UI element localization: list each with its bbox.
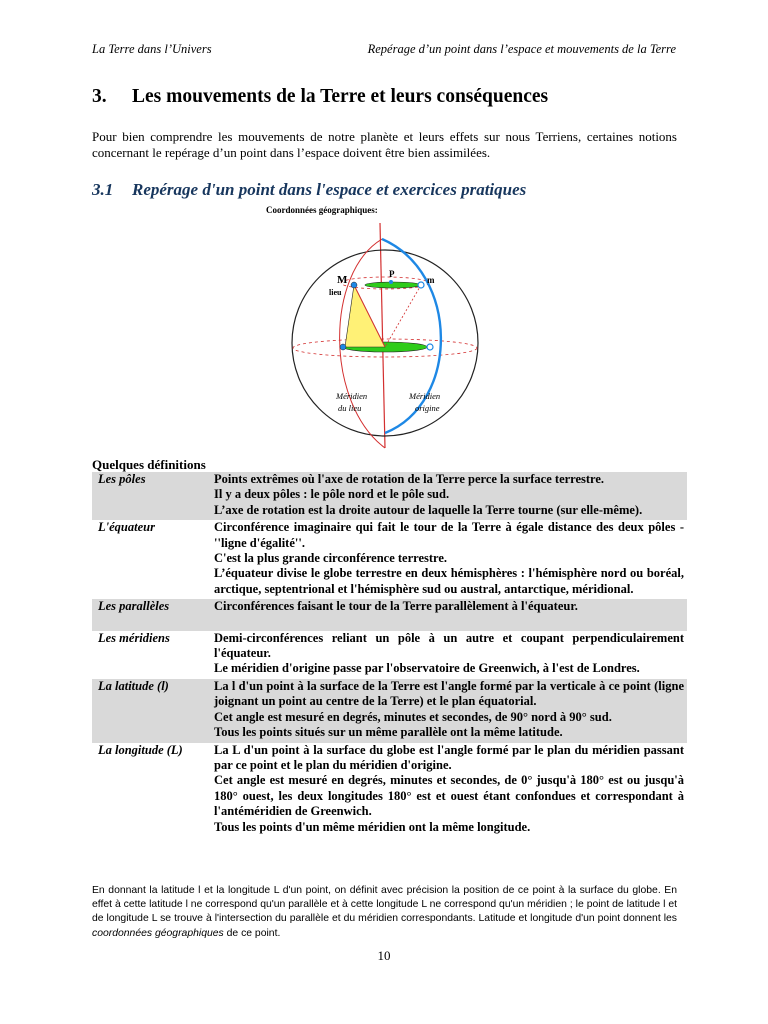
definition-line: Circonférences faisant le tour de la Terre parallèlement à l'équateur. [214, 599, 578, 614]
definition-line: Tous les points d'un même méridien ont la même longitude. [214, 819, 531, 834]
point-equator-left [340, 344, 346, 350]
label-meridien-origine-2: origine [415, 403, 440, 413]
globe-figure [285, 203, 485, 465]
definition-term: Les pôles [92, 472, 211, 520]
definition-line: Demi-circonférences reliant un pôle à un autre et coupant perpendiculairement l'équateur. [214, 630, 684, 661]
definition-line: Circonférence imaginaire qui fait le tour de la Terre à égale distance des deux pôles - ''ligne d'égalité''. [214, 520, 684, 550]
point-m [418, 282, 424, 288]
definition-term: La latitude (l) [92, 679, 211, 743]
definition-line: Le méridien d'origine passe par l'observatoire de Greenwich, à l'est de Londres. [214, 661, 640, 676]
definition-line: Il y a deux pôles : le pôle nord et le pôle sud. [214, 487, 450, 502]
definition-row [92, 472, 687, 520]
point-P [389, 280, 393, 284]
definition-line: La L d'un point à la surface du globe est l'angle formé par le plan du méridien passant par ce point et le plan du méridien d'origine. [214, 742, 684, 772]
definition-text [211, 472, 687, 520]
definition-line: Cet angle est mesuré en degrés, minutes et secondes, de 0° jusqu'à 180° est ou jusqu'à 180° ouest, les deux longitudes 180° est et ouest étant confondues et correspondant à l'antéméridien de Greenwich. [214, 773, 684, 819]
label-meridien-lieu-2: du lieu [338, 403, 362, 413]
latitude-angle [345, 285, 385, 347]
point-M [351, 282, 357, 288]
definition-text [211, 520, 687, 599]
footnote-paragraph [92, 884, 677, 941]
definition-row [92, 599, 687, 630]
label-meridien-lieu-1: Méridien [336, 391, 368, 401]
label-meridien-origine-1: Méridien [409, 391, 441, 401]
definition-term: Les méridiens [98, 630, 170, 645]
definition-line: C'est la plus grande circonférence terrestre. [214, 551, 448, 566]
definition-text [211, 743, 687, 837]
section-title: Les mouvements de la Terre et leurs conséquences [132, 86, 549, 107]
definition-line: Cet angle est mesuré en degrés, minutes et secondes, de 90° nord à 90° sud. [214, 709, 612, 724]
header-right: Repérage d’un point dans l’espace et mouvements de la Terre [367, 42, 676, 56]
label-lieu: lieu [329, 288, 342, 297]
definition-term: La longitude (L) [98, 742, 183, 757]
m-vertical-line [385, 285, 421, 347]
definition-row [92, 743, 687, 837]
label-m: m [427, 275, 435, 285]
footnote-part2: de ce point. [223, 927, 281, 939]
definition-line: L’axe de rotation est la droite autour de laquelle la Terre tourne (sur elle-même). [214, 502, 643, 517]
definition-text [211, 631, 687, 679]
figure-title: Coordonnées géographiques: [266, 205, 378, 215]
definition-line: L’équateur divise le globe terrestre en deux hémisphères : l'hémisphère nord ou boréal, arctique, septentrional et l'hémisphère sud ou austral, antarctique, méridional. [214, 566, 684, 596]
footnote-italic: coordonnées géographiques [92, 927, 224, 939]
definitions-title: Quelques définitions [92, 457, 206, 472]
parallel-plane [365, 282, 421, 288]
definition-term: Les parallèles [92, 599, 211, 630]
definition-line: La l d'un point à la surface de la Terre est l'angle formé par la verticale à ce point (ligne joignant un point au centre de la Terre) et le plan équatorial. [214, 678, 684, 709]
definition-line: Points extrêmes où l'axe de rotation de la Terre perce la surface terrestre. [214, 472, 605, 486]
header-left: La Terre dans l’Univers [92, 42, 212, 56]
definition-row [92, 631, 687, 679]
label-P: P [389, 269, 395, 279]
definition-text [211, 679, 687, 743]
section-heading [92, 86, 548, 108]
point-equator-right [427, 344, 433, 350]
subsection-number: 3.1 [92, 180, 114, 199]
page-number: 10 [377, 948, 391, 963]
definition-row [92, 679, 687, 743]
definition-text [211, 599, 687, 630]
definition-term: L'équateur [98, 520, 155, 535]
definitions-table [92, 472, 687, 837]
footnote-part1: En donnant la latitude l et la longitude L d'un point, on définit avec précision la position de ce point à la surface du globe. En effet à cette latitude l ne correspond qu'un parallèle et à cette longitude L ne correspond qu'un méridien ; le point de latitude l et de longitude L se trouve à l'intersection du parallèle et du méridien correspondants. Latitude et longitude d'un point donnent les [92, 885, 677, 925]
section-number: 3. [92, 86, 107, 107]
definition-line: Tous les points situés sur un même parallèle ont la même latitude. [214, 725, 563, 740]
intro-paragraph: Pour bien comprendre les mouvements de notre planète et leurs effets sur nous Terriens, certaines notions concernant le repérage d’un point dans l’espace doivent être bien assimilées. [92, 129, 677, 160]
subsection-title: Repérage d'un point dans l'espace et exercices pratiques [132, 180, 527, 199]
rotation-axis [380, 223, 385, 448]
label-M: M [337, 274, 348, 286]
subsection-heading [92, 180, 526, 200]
definition-row [92, 520, 687, 599]
